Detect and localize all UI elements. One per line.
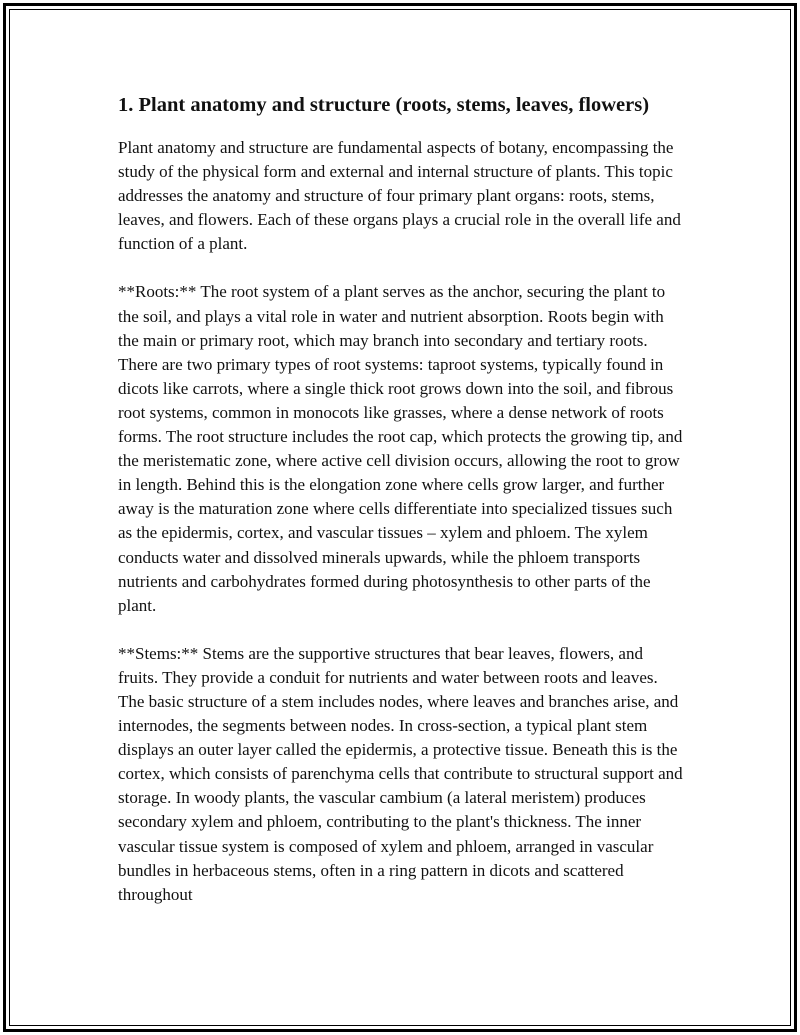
stems-paragraph: **Stems:** Stems are the supportive structures that bear leaves, flowers, and fruits. They provide a conduit for nutrients and water between roots and leaves. The basic structure of a stem includes nodes, where leaves and branches arise, and internodes, the segments between nodes. In cross-section, a typical plant stem displays an outer layer called the epidermis, a protective tissue. Beneath this is the cortex, which consists of parenchyma cells that contribute to structural support and storage. In woody plants, the vascular cambium (a lateral meristem) produces secondary xylem and phloem, contributing to the plant's thickness. The inner vascular tissue system is composed of xylem and phloem, arranged in vascular bundles in herbaceous stems, often in a ring pattern in dicots and scattered throughout bbox=[118, 643, 683, 904]
section-heading: 1. Plant anatomy and structure (roots, stems, leaves, flowers) bbox=[118, 94, 650, 116]
document-body bbox=[118, 90, 684, 931]
intro-paragraph: Plant anatomy and structure are fundamental aspects of botany, encompassing the study of the physical form and external and internal structure of plants. This topic addresses the anatomy and structure of four primary plant organs: roots, stems, leaves, and flowers. Each of these organs plays a crucial role in the overall life and function of a plant. bbox=[118, 138, 681, 254]
roots-paragraph: **Roots:** The root system of a plant serves as the anchor, securing the plant to the soil, and plays a vital role in water and nutrient absorption. Roots begin with the main or primary root, which may branch into secondary and tertiary roots. There are two primary types of root systems: taproot systems, typically found in dicots like carrots, where a single thick root grows down into the soil, and fibrous root systems, common in monocots like grasses, where a dense network of roots forms. The root structure includes the root cap, which protects the growing tip, and the meristematic zone, where active cell division occurs, allowing the root to grow in length. Behind this is the elongation zone where cells grow larger, and further away is the maturation zone where cells differentiate into specialized tissues such as the epidermis, cortex, and vascular tissues – xylem and phloem. The xylem conducts water and dissolved minerals upwards, while the phloem transports nutrients and carbohydrates formed during photosynthesis to other parts of the plant. bbox=[118, 282, 683, 615]
